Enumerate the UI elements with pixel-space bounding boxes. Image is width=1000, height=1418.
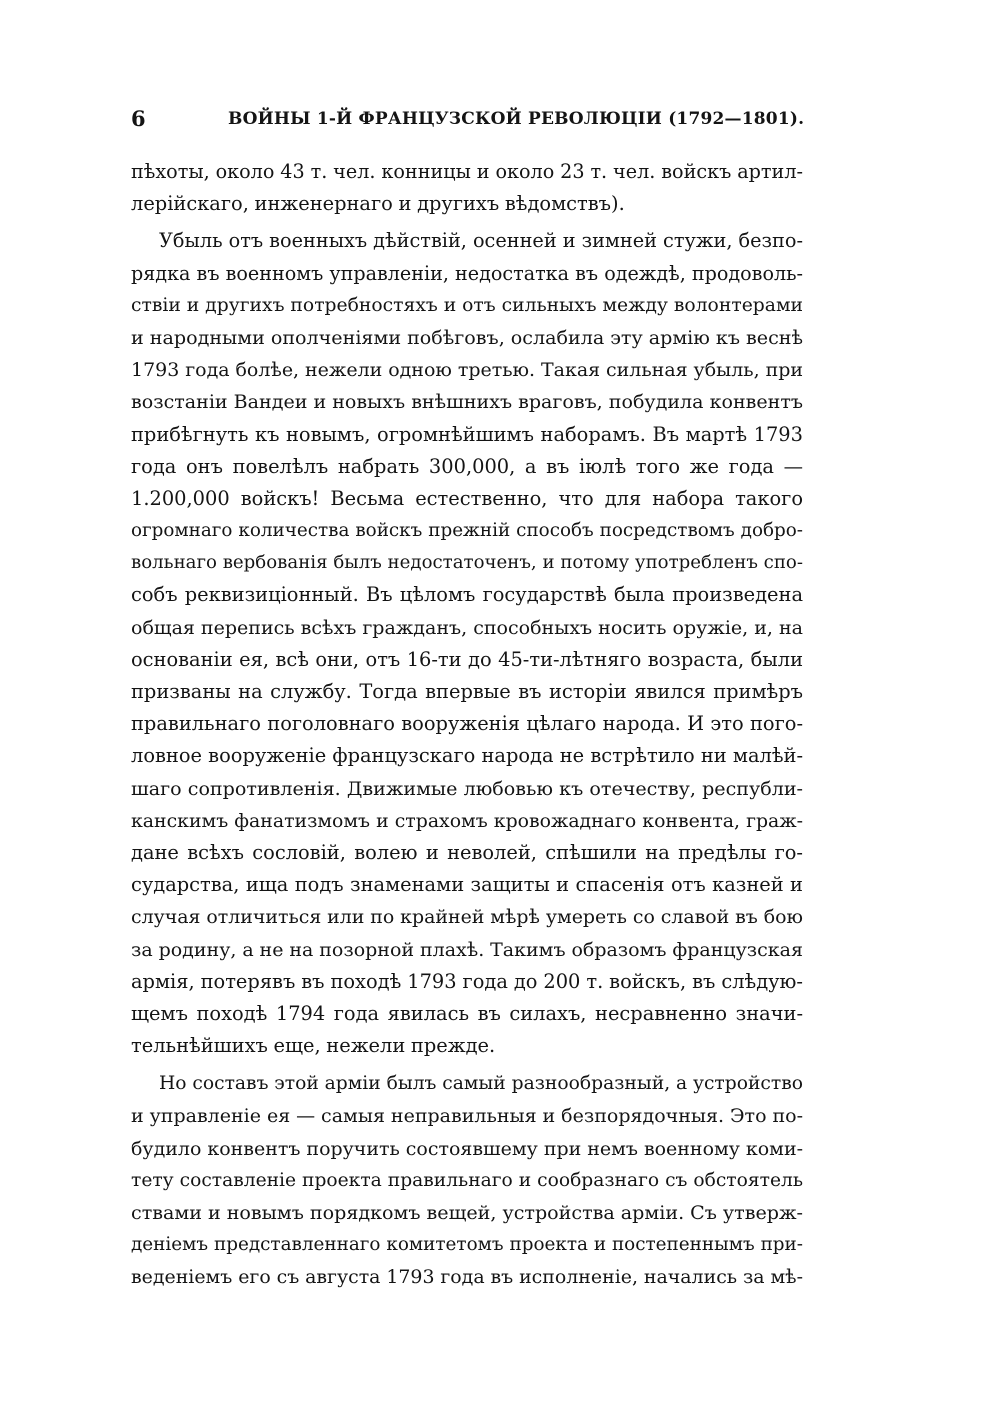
- text-line: пѣхоты, около 43 т. чел. конницы и около 23 т. чел. войскъ артил-: [131, 160, 803, 183]
- text-line: 1.200,000 войскъ! Весьма естественно, что для набора такого: [131, 486, 803, 510]
- text-line: рядка въ военномъ управленіи, недостатка въ одеждѣ, продоволь-: [131, 261, 803, 285]
- text-line: призваны на службу. Тогда впервые въ исторіи явился примѣръ: [131, 680, 803, 703]
- text-line: сударства, ища подъ знаменами защиты и спасенія отъ казней и: [131, 873, 803, 897]
- text-line: и народными ополченіями побѣговъ, ослабила эту армію къ веснѣ: [131, 325, 803, 349]
- body-text: [131, 156, 803, 1294]
- text-line: лерійскаго, инженернаго и другихъ вѣдомствъ).: [131, 192, 625, 216]
- text-line: и управленіе ея — самыя неправильныя и безпорядочныя. Это по-: [131, 1105, 803, 1128]
- text-line: Убыль отъ военныхъ дѣйствій, осенней и зимней стужи, безпо-: [159, 229, 803, 253]
- page-number: 6: [131, 106, 146, 131]
- text-line: веденіемъ его съ августа 1793 года въ исполненіе, начались за мѣ-: [131, 1266, 803, 1289]
- text-line: возстаніи Вандеи и новыхъ внѣшнихъ враговъ, побудила конвентъ: [131, 391, 803, 414]
- text-line: вольнаго вербованія былъ недостаточенъ, и потому употребленъ спо-: [131, 552, 803, 574]
- paragraph-1: [131, 156, 803, 220]
- text-line: ствами и новымъ порядкомъ вещей, устройства арміи. Съ утверж-: [131, 1201, 803, 1224]
- text-line: правильнаго поголовнаго вооруженія цѣлаго народа. И это пого-: [131, 712, 803, 736]
- paragraph-2: [131, 225, 803, 1062]
- text-line: канскимъ фанатизмомъ и страхомъ кровожаднаго конвента, граж-: [131, 809, 803, 832]
- text-line: собъ реквизиціонный. Въ цѣломъ государствѣ была произведена: [131, 583, 803, 607]
- running-head: [131, 104, 805, 134]
- text-line: тету составленіе проекта правильнаго и сообразнаго съ обстоятель: [131, 1169, 803, 1191]
- text-line: армія, потерявъ въ походѣ 1793 года до 200 т. войскъ, въ слѣдую-: [131, 969, 803, 993]
- text-line: случая отличиться или по крайней мѣрѣ умереть со славой въ бою: [131, 906, 803, 929]
- text-line: огромнаго количества войскъ прежній способъ посредствомъ добро-: [131, 520, 803, 542]
- text-line: 1793 года болѣе, нежели одною третью. Такая сильная убыль, при: [131, 359, 803, 382]
- text-line: за родину, а не на позорной плахѣ. Такимъ образомъ французская: [131, 938, 803, 961]
- text-line: ствіи и другихъ потребностяхъ и отъ сильныхъ между волонтерами: [131, 294, 803, 316]
- paragraph-3: [131, 1068, 803, 1293]
- text-line: щемъ походѣ 1794 года явилась въ силахъ, несравненно значи-: [131, 1001, 803, 1025]
- text-line: ловное вооруженіе французскаго народа не встрѣтило ни малѣй-: [131, 744, 803, 768]
- text-line: будило конвентъ поручить состоявшему при немъ военному коми-: [131, 1137, 803, 1160]
- text-line: общая перепись всѣхъ гражданъ, способныхъ носить оружіе, и, на: [131, 616, 803, 639]
- text-line: шаго сопротивленія. Движимые любовью къ отечеству, республи-: [131, 776, 803, 800]
- running-head-title: ВОЙНЫ 1-Й ФРАНЦУЗСКОЙ РЕВОЛЮЦІИ (1792—1801).: [228, 109, 805, 129]
- text-line: тельнѣйшихъ еще, нежели прежде.: [131, 1034, 496, 1058]
- text-line: основаніи ея, всѣ они, отъ 16-ти до 45-ти-лѣтняго возраста, были: [131, 647, 803, 671]
- text-line: деніемъ представленнаго комитетомъ проекта и постепеннымъ при-: [131, 1234, 803, 1256]
- text-line: прибѣгнуть къ новымъ, огромнѣйшимъ наборамъ. Въ мартѣ 1793: [131, 422, 803, 446]
- text-line: Но составъ этой арміи былъ самый разнообразный, а устройство: [159, 1073, 803, 1095]
- text-line: дане всѣхъ сословій, волею и неволей, спѣшили на предѣлы го-: [131, 840, 803, 864]
- text-line: года онъ повелѣлъ набрать 300,000, а въ іюлѣ того же года —: [131, 454, 803, 478]
